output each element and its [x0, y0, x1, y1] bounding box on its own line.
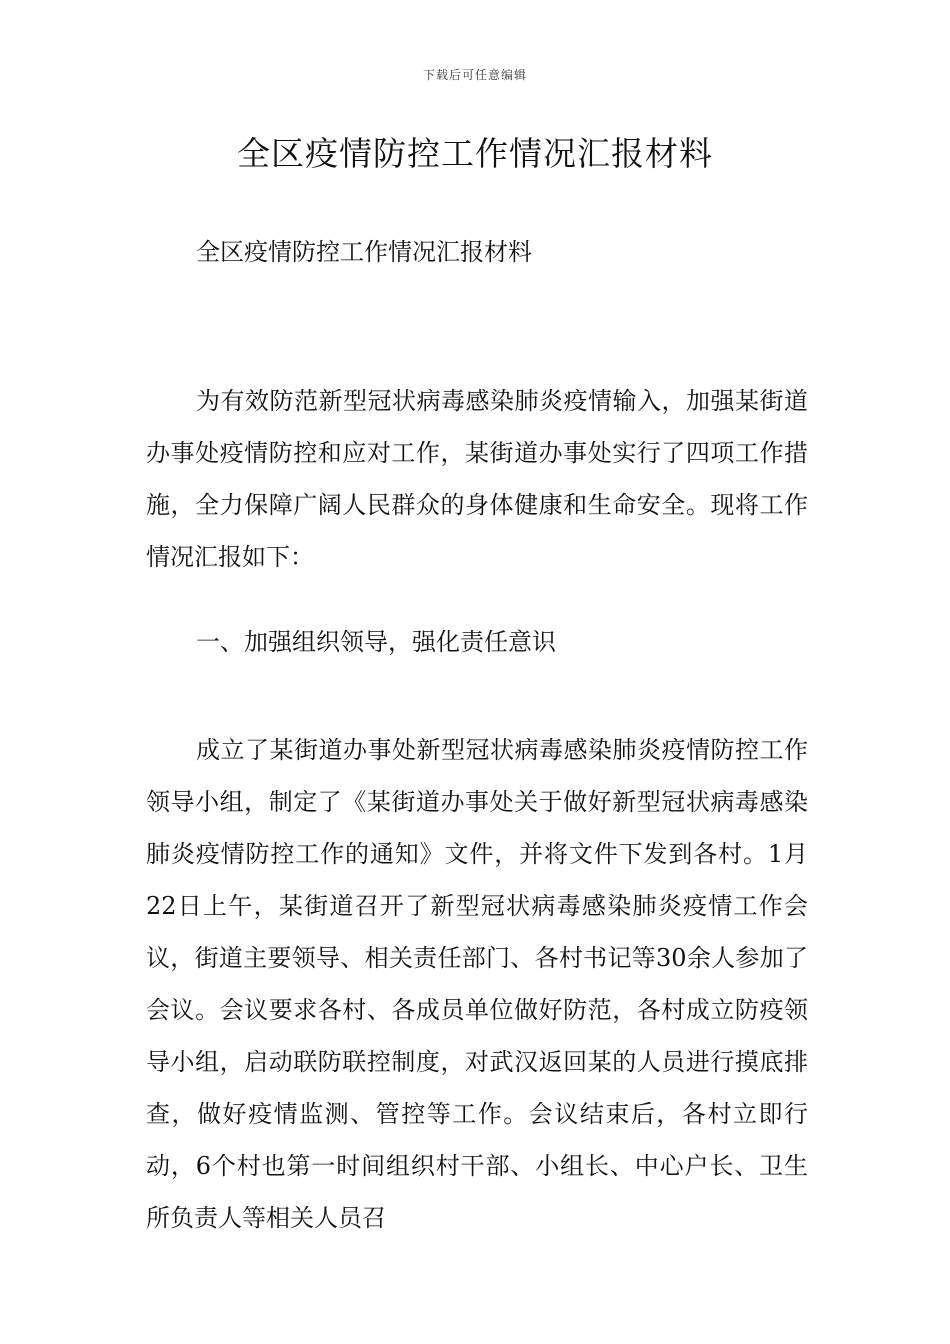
paragraph-section-1: 成立了某街道办事处新型冠状病毒感染肺炎疫情防控工作领导小组，制定了《某街道办事处关于做好新型冠状病毒感染肺炎疫情防控工作的通知》文件，并将文件下发到各村。1月22日上午，某街道召开了新型冠状病毒感染肺炎疫情工作会议，街道主要领导、相关责任部门、各村书记等30余人参加了会议。会议要求各村、各成员单位做好防范，各村成立防疫领导小组，启动联防联控制度，对武汉返回某的人员进行摸底排查，做好疫情监测、管控等工作。会议结束后，各村立即行动，6个村也第一时间组织村干部、小组长、中心户长、卫生所负责人等相关人员召 [146, 736, 808, 1232]
section-heading-1: 一、加强组织领导，强化责任意识 [196, 628, 556, 656]
document-subtitle: 全区疫情防控工作情况汇报材料 [196, 238, 532, 266]
document-title: 全区疫情防控工作情况汇报材料 [237, 134, 713, 173]
paragraph-intro: 为有效防范新型冠状病毒感染肺炎疫情输入，加强某街道办事处疫情防控和应对工作，某街道办事处实行了四项工作措施，全力保障广阔人民群众的身体健康和生命安全。现将工作情况汇报如下： [146, 387, 808, 571]
header-note: 下载后可任意编辑 [422, 68, 527, 82]
